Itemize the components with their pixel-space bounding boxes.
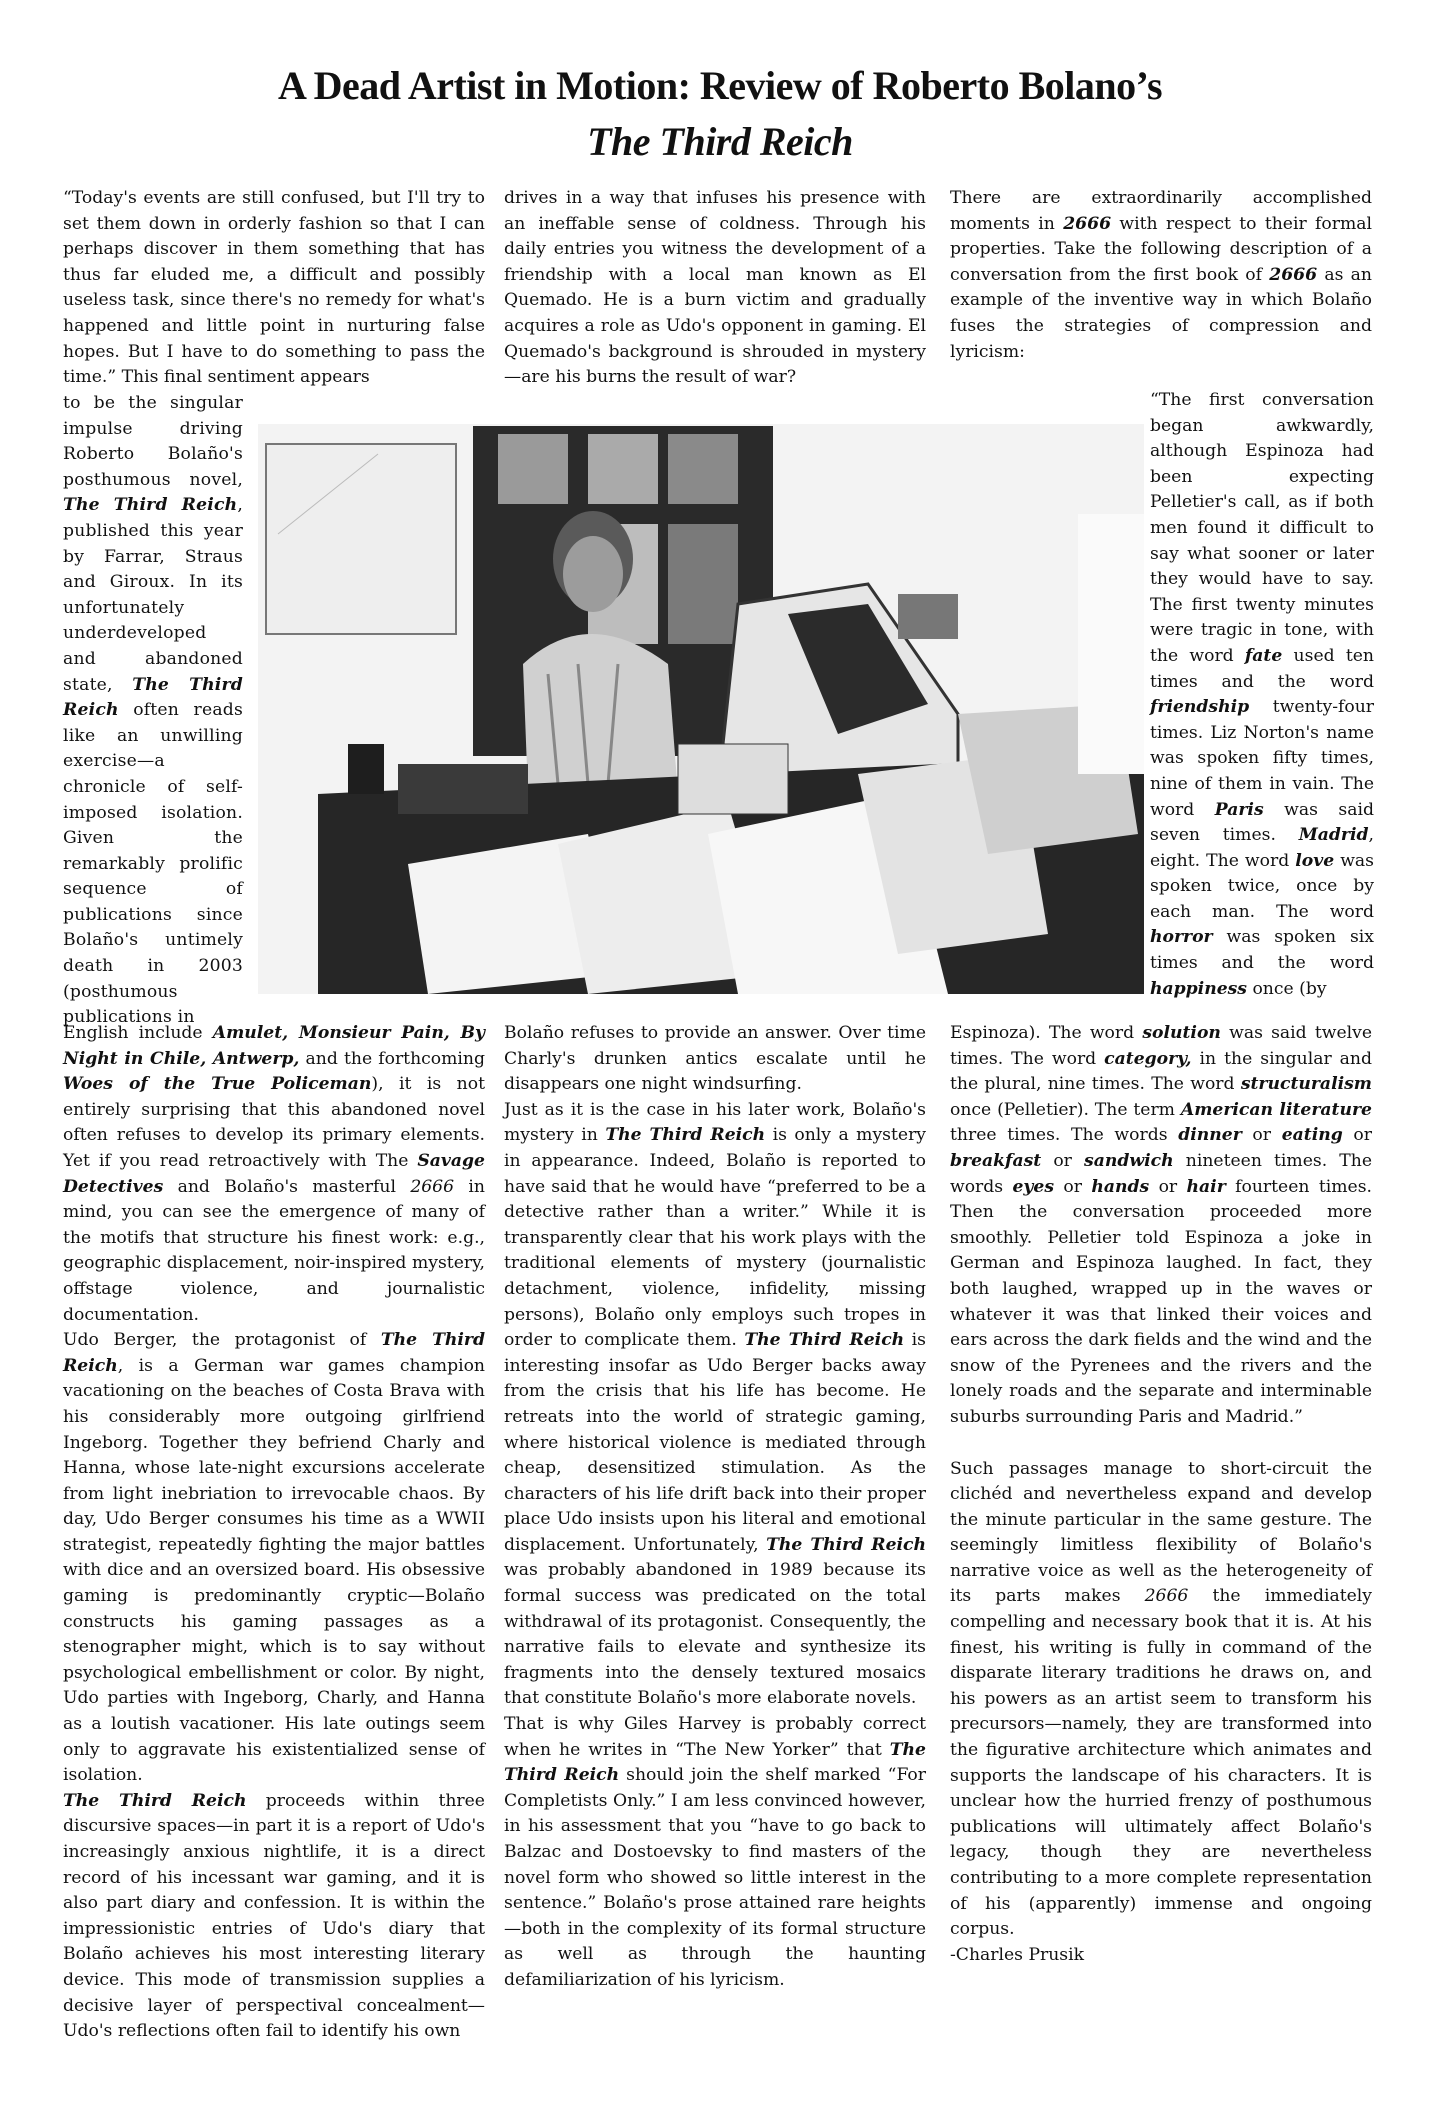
column-3-bottom-text bbox=[950, 1021, 1372, 1968]
photo-bolano-at-desk-icon bbox=[258, 414, 1144, 994]
paragraph-conclusion: Such passages manage to short-circuit the clichéd and nevertheless expand and develop the minute particular in the same gesture. The seemingly limitless flexibility of Bolaño's narrative voice as well as the heterogeneity of its parts makes 2666 the immediately compelling and necessary book that it is. At his finest, his writing is fully in command of the disparate literary traditions he draws on, and his powers as an artist seem to transform his precursors—namely, they are transformed into the figurative architecture which animates and supports the landscape of his characters. It is unclear how the hurried frenzy of posthumous publications will ultimately affect Bolaño's legacy, though they are nevertheless contributing to a more complete representation of his (apparently) immense and ongoing corpus. bbox=[950, 1458, 1372, 1940]
paragraph-publications: English include Amulet, Monsieur Pain, By Night in Chile, Antwerp, and the forthcoming Woes of the True Policeman), it is not entirely surprising that this abandoned novel often refuses to develop its primary elements. Yet if you read retroactively with The Savage Detectives and Bolaño's masterful 2666 in mind, you can see the emergence of many of the motifs that structure his finest work: e.g., geographic displacement, noir-inspired mystery, offstage violence, and journalistic documentation. bbox=[63, 1023, 486, 1325]
paragraph-udo-berger: Udo Berger, the protagonist of The Third Reich, is a German war games champion vacationing on the beaches of Costa Brava with his considerably more outgoing girlfriend Ingeborg. Together they befriend Charly and Hanna, whose late-night excursions accelerate from light inebriation to irrevocable chaos. By day, Udo Berger consumes his time as a WWII strategist, repeatedly fighting the major battles with dice and an oversized board. His obsessive gaming is predominantly cryptic—Bolaño constructs his gaming passages as a stenographer might, which is to say without psychological embellishment or color. By night, Udo parties with Ingeborg, Charly, and Hanna as a loutish vacationer. His late outings seem only to aggravate his existentialized sense of isolation. bbox=[63, 1330, 485, 1786]
block-quote-wrap bbox=[1150, 388, 1374, 1002]
paragraph-discursive-spaces: The Third Reich proceeds within three discursive spaces—in part it is a report of Udo's increasingly anxious nightlife, it is a direct record of his incessant war gaming, and it is also part diary and confession. It is within the impressionistic entries of Udo's diary that Bolaño achieves his most interesting literary device. This mode of transmission supplies a decisive layer of perspectival concealment—Udo's reflections often fail to identify his own bbox=[63, 1790, 485, 2042]
column-2-bottom bbox=[504, 1021, 926, 1994]
opening-quote: “Today's events are still confused, but I'll try to set them down in orderly fashion so that I can perhaps discover in them something that has thus far eluded me, a difficult and possibly useless task, since there's no remedy for what's happened and little point in nurturing false hopes. But I have to do something to pass the time.” This final sentiment appears bbox=[63, 188, 485, 388]
quote-continuation: Espinoza). The word solution was said twelve times. The word category, in the singular and the plural, nine times. The word structuralism once (Pelletier). The term American literature three times. The words dinner or eating or breakfast or sandwich nineteen times. The words eyes or hands or hair fourteen times. Then the conversation proceeded more smoothly. Pelletier told Espinoza a joke in German and Espinoza laughed. In fact, they both laughed, wrapped up in the waves or whatever it was that linked their voices and ears across the dark fields and the wind and the snow of the Pyrenees and the rivers and the lonely roads and the separate and interminable suburbs surrounding Paris and Madrid.” bbox=[950, 1023, 1373, 1427]
column-1-bottom bbox=[63, 1021, 485, 2045]
paragraph: There are extraordinarily accomplished moments in 2666 with respect to their formal properties. Take the following description of a conversation from the first book of 2666 as an example of the inventive way in which Bolaño fuses the strategies of compression and lyricism: bbox=[950, 188, 1373, 362]
column-1-top bbox=[63, 186, 485, 391]
author-signature: -Charles Prusik bbox=[950, 1944, 1085, 1965]
title-line-2: The Third Reich bbox=[587, 119, 853, 164]
column-2-top bbox=[504, 186, 926, 391]
column-3-top bbox=[950, 186, 1372, 365]
wrap-paragraph: to be the singular impulse driving Roberto Bolaño's posthumous novel, The Third Reich, published this year by Farrar, Straus and Giroux. In its unfortunately underdeveloped and abandoned state, The Third Reich often reads like an unwilling exercise—a chronicle of self-imposed isolation. Given the remarkably prolific sequence of publications since Bolaño's untimely death in 2003 (posthumous publications in bbox=[63, 393, 243, 1028]
paragraph-giles-harvey: That is why Giles Harvey is probably correct when he writes in “The New Yorker” that The Third Reich should join the shelf marked “For Completists Only.” I am less convinced however, in his assessment that you “have to go back to Balzac and Dostoevsky to find masters of the novel form who showed so little interest in the sentence.” Bolaño's prose attained rare heights—both in the complexity of its formal structure as well as through the haunting defamiliarization of his lyricism. bbox=[504, 1714, 926, 1990]
paragraph-mystery: Just as it is the case in his later work, Bolaño's mystery in The Third Reich is only a mystery in appearance. Indeed, Bolaño is reported to have said that he would have “preferred to be a detective rather than a writer.” While it is transparently clear that his work plays with the traditional elements of mystery (journalistic detachment, violence, infidelity, missing persons), Bolaño only employs such tropes in order to complicate them. The Third Reich is interesting insofar as Udo Berger backs away from the crisis that his life has become. He retreats into the world of strategic gaming, where historical violence is mediated through cheap, desensitized stimulation. As the characters of his life drift back into their proper place Udo insists upon his literal and emotional displacement. Unfortunately, The Third Reich was probably abandoned in 1989 because its formal success was predicated on the total withdrawal of its protagonist. Consequently, the narrative fails to elevate and synthesize its fragments into the densely textured mosaics that constitute Bolaño's more elaborate novels. bbox=[504, 1099, 926, 1709]
paragraph: Bolaño refuses to provide an answer. Over time Charly's drunken antics escalate until he disappears one night windsurfing. bbox=[504, 1023, 926, 1095]
article-title bbox=[0, 58, 1440, 170]
paragraph: drives in a way that infuses his presence with an ineffable sense of coldness. Through his daily entries you witness the development of a friendship with a local man known as El Quemado. He is a burn victim and gradually acquires a role as Udo's opponent in gaming. El Quemado's background is shrouded in mystery—are his burns the result of war? bbox=[504, 188, 926, 388]
quote-paragraph: “The first conversation began awkwardly, although Espinoza had been expecting Pelletier's call, as if both men found it difficult to say what sooner or later they would have to say. The first twenty minutes were tragic in tone, with the word fate used ten times and the word friendship twenty-four times. Liz Norton's name was spoken fifty times, nine of them in vain. The word Paris was said seven times. Madrid, eight. The word love was spoken twice, once by each man. The word horror was spoken six times and the word happiness once (by bbox=[1150, 390, 1375, 999]
title-line-1: A Dead Artist in Motion: Review of Roberto Bolano’s bbox=[277, 63, 1163, 108]
author-photo bbox=[258, 414, 1144, 994]
column-1-wrap bbox=[63, 391, 243, 1031]
